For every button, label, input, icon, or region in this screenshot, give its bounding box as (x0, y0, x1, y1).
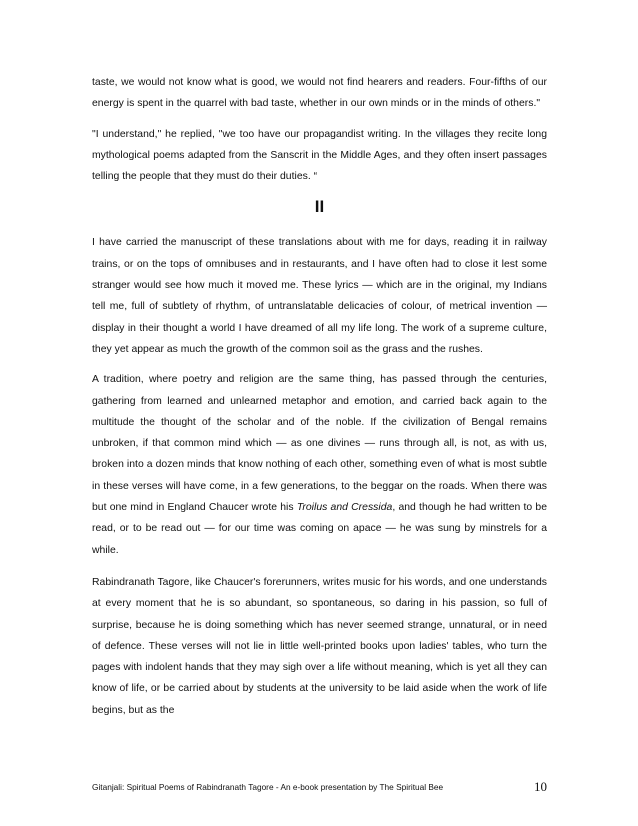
continuation-paragraph: taste, we would not know what is good, we would not find hearers and readers. Four-fifths of our energy is spent in the quarrel with bad taste, whether in our own minds or in the minds of others." (92, 77, 547, 110)
footer-text: Gitanjali: Spiritual Poems of Rabindranath Tagore - An e-book presentation by The Spiritual Bee (92, 782, 444, 792)
book-title-troilus-and-cressida: Troilus and Cressida (296, 502, 393, 514)
dialogue-paragraph: "I understand," he replied, "we too have our propagandist writing. In the villages they recite long mythological poems adapted from the Sanscrit in the Middle Ages, and they often insert passages telling the people that they must do their duties. “ (92, 128, 547, 183)
page-number: 10 (534, 779, 547, 794)
tagore-paragraph: Rabindranath Tagore, like Chaucer's forerunners, writes music for his words, and one understands at every moment that he is so abundant, so spontaneous, so daring in his passion, so full of surprise, because he is doing something which has never seemed strange, unnatural, or in need of defence. These verses will not lie in little well-printed books upon ladies' tables, who turn the pages with indolent hands that they may sigh over a life without meaning, which is yet all they can know of life, or be carried about by students at the university to be laid aside when the work of life begins, but as the (92, 576, 547, 716)
page-footer (92, 779, 547, 795)
manuscript-paragraph: I have carried the manuscript of these translations about with me for days, reading it in railway trains, or on the tops of omnibuses and in restaurants, and I have often had to close it lest some stranger would see how much it moved me. These lyrics — which are in the original, my Indians tell me, full of subtlety of rhythm, of untranslatable delicacies of colour, of metrical invention — display in their thought a world I have dreamed of all my life long. The work of a supreme culture, they yet appear as much the growth of the common soil as the grass and the rushes. (92, 237, 547, 355)
tradition-paragraph-part-2: , and though he had written to be read, or to be read out — for our time was coming on apace — he was sung by minstrels for a while. (92, 502, 547, 556)
page-body (92, 72, 547, 730)
section-heading: II (314, 197, 325, 217)
tradition-paragraph-part-1: A tradition, where poetry and religion are the same thing, has passed through the centuries, gathering from learned and unlearned metaphor and emotion, and carried back again to the multitude the thought of the scholar and of the noble. If the civilization of Bengal remains unbroken, if that common mind which — as one divines — runs through all, is not, as with us, broken into a dozen minds that know nothing of each other, something even of what is most subtle in these verses will have come, in a few generations, to the beggar on the roads. When there was but one mind in England Chaucer wrote his (92, 374, 547, 514)
tradition-paragraph (92, 369, 547, 561)
